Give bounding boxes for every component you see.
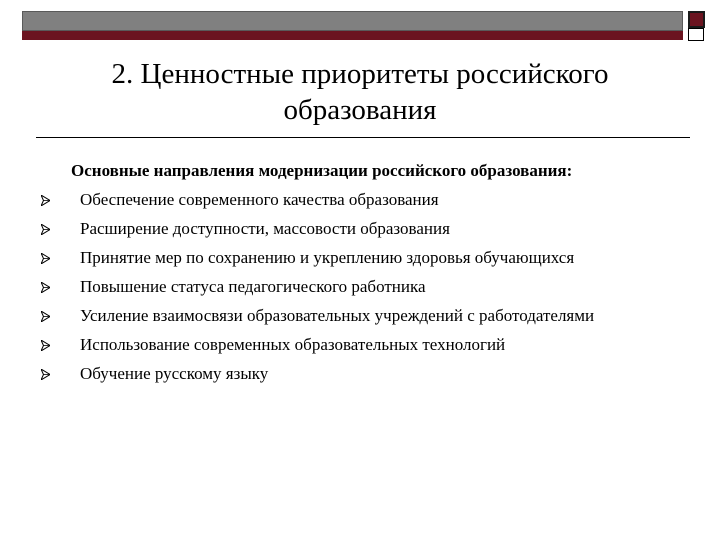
bullet-item-text: Использование современных образовательных технологий [80, 335, 506, 354]
arrow-bullet-icon [41, 369, 50, 380]
header-gray-band [22, 11, 683, 31]
title-divider [36, 137, 690, 138]
arrow-bullet-icon [41, 224, 50, 235]
bullet-list [36, 188, 686, 391]
slide-title [60, 56, 660, 128]
section-subtitle: Основные направления модернизации российского образования: [71, 161, 573, 180]
corner-maroon-square [688, 11, 705, 28]
slide-title-line-1: 2. Ценностные приоритеты российского [111, 58, 609, 90]
bullet-item-text: Обеспечение современного качества образования [80, 190, 439, 209]
arrow-bullet-icon [41, 282, 50, 293]
bullet-item [36, 275, 686, 298]
corner-white-square [688, 28, 704, 41]
arrow-bullet-icon [41, 311, 50, 322]
arrow-bullet-icon [41, 253, 50, 264]
bullet-item [36, 246, 686, 269]
bullet-item-text: Повышение статуса педагогического работника [80, 277, 426, 296]
bullet-item [36, 304, 686, 327]
bullet-item-text: Расширение доступности, массовости образования [80, 219, 450, 238]
header-maroon-stripe [22, 31, 683, 40]
arrow-bullet-icon [41, 195, 50, 206]
bullet-item [36, 188, 686, 211]
bullet-item [36, 333, 686, 356]
arrow-bullet-icon [41, 340, 50, 351]
bullet-item [36, 362, 686, 385]
bullet-item-text: Усиление взаимосвязи образовательных учреждений с работодателями [80, 306, 595, 325]
bullet-item-text: Принятие мер по сохранению и укреплению здоровья обучающихся [80, 248, 575, 267]
slide-title-line-2: образования [283, 94, 437, 126]
bullet-item-text: Обучение русскому языку [80, 364, 269, 383]
bullet-item [36, 217, 686, 240]
